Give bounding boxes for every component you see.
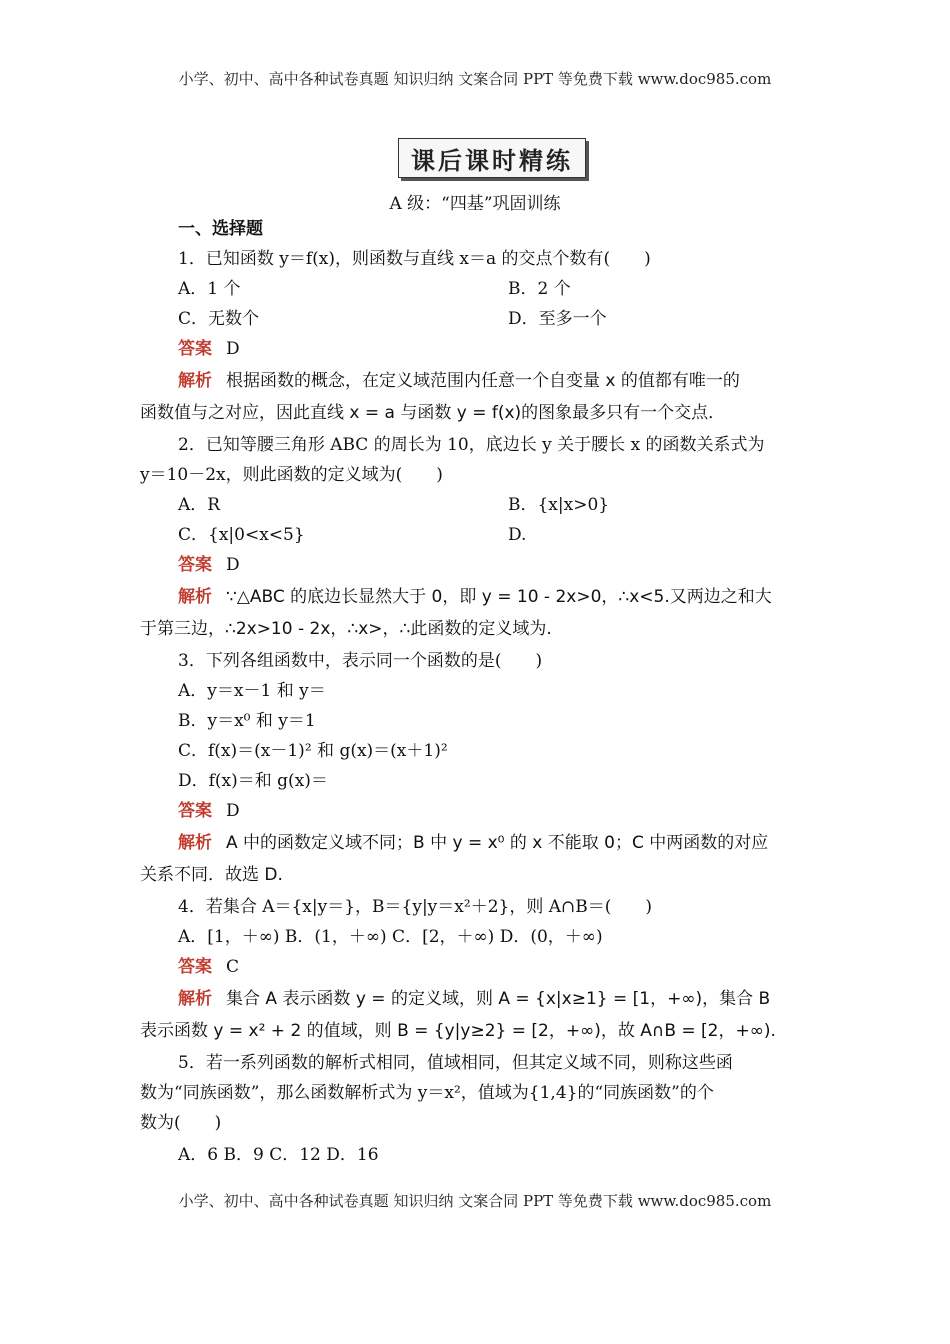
q3-analysis-text-1: A 中的函数定义域不同；B 中 y = x⁰ 的 x 不能取 0；C 中两函数的对应 xyxy=(226,833,769,853)
q4-answer-line xyxy=(178,956,239,978)
q5-stem-2: 数为“同族函数”，那么函数解析式为 y＝x²，值域为{1,4}的“同族函数”的个 xyxy=(140,1083,714,1103)
q4-answer: C xyxy=(226,957,240,977)
q3-option-d: D．f(x)＝和 g(x)＝ xyxy=(178,771,328,791)
q1-answer-line xyxy=(178,338,240,360)
q4-analysis-line-1 xyxy=(178,988,770,1010)
analysis-label: 解析 xyxy=(178,833,212,853)
q3-option-a: A．y＝x－1 和 y＝ xyxy=(178,681,326,701)
analysis-label: 解析 xyxy=(178,989,212,1009)
analysis-label: 解析 xyxy=(178,371,212,391)
q5-stem-1: 5．若一系列函数的解析式相同，值域相同，但其定义域不同，则称这些函 xyxy=(178,1053,733,1073)
answer-label: 答案 xyxy=(178,555,212,575)
q2-stem-1: 2．已知等腰三角形 ABC 的周长为 10，底边长 y 关于腰长 x 的函数关系式为 xyxy=(178,435,765,455)
analysis-label: 解析 xyxy=(178,587,212,607)
q5-stem-3: 数为( ) xyxy=(140,1113,222,1133)
q1-option-b: B．2 个 xyxy=(508,279,571,299)
q4-analysis-text-1: 集合 A 表示函数 y = 的定义域，则 A = {x|x≥1} = [1，+∞)，集合 B xyxy=(226,989,771,1009)
q2-option-d: D. xyxy=(508,525,527,545)
answer-label: 答案 xyxy=(178,339,212,359)
q1-analysis-text-2: 函数值与之对应，因此直线 x = a 与函数 y = f(x)的图象最多只有一个交点． xyxy=(140,403,726,423)
q2-answer: D xyxy=(226,555,240,575)
q1-answer: D xyxy=(226,339,240,359)
section-title-box: 课后课时精练 xyxy=(398,138,586,178)
answer-label: 答案 xyxy=(178,957,212,977)
q2-option-a: A．R xyxy=(178,495,221,515)
section-heading: 一、选择题 xyxy=(178,219,263,239)
q2-analysis-text-2: 于第三边，∴2x>10 - 2x，∴x>，∴此函数的定义域为. xyxy=(140,619,552,639)
q1-stem: 1．已知函数 y＝f(x)，则函数与直线 x＝a 的交点个数有( ) xyxy=(178,249,651,269)
q3-option-b: B．y＝x⁰ 和 y＝1 xyxy=(178,711,316,731)
q3-answer: D xyxy=(226,801,240,821)
q2-option-c: C．{x|0<x<5} xyxy=(178,525,305,545)
q3-answer-line xyxy=(178,800,240,822)
q1-option-c: C．无数个 xyxy=(178,309,260,329)
q3-analysis-text-2: 关系不同．故选 D. xyxy=(140,865,283,885)
q1-option-d: D．至多一个 xyxy=(508,309,607,329)
q2-option-b: B．{x|x>0} xyxy=(508,495,610,515)
q2-analysis-line-1 xyxy=(178,586,772,608)
q4-options: A．[1，＋∞) B．(1，＋∞) C．[2，＋∞) D．(0，＋∞) xyxy=(178,927,603,947)
q3-analysis-line-1 xyxy=(178,832,768,854)
q3-option-c: C．f(x)＝(x－1)² 和 g(x)＝(x＋1)² xyxy=(178,741,448,761)
q1-analysis-text-1: 根据函数的概念，在定义域范围内任意一个自变量 x 的值都有唯一的 xyxy=(226,371,740,391)
q4-analysis-text-2: 表示函数 y = x² + 2 的值域，则 B = {y|y≥2} = [2，+∞)，故 A∩B = [2，+∞). xyxy=(140,1021,776,1041)
q1-option-a: A．1 个 xyxy=(178,279,241,299)
page-header-banner: 小学、初中、高中各种试卷真题 知识归纳 文案合同 PPT 等免费下载 www.doc985.com xyxy=(178,70,772,88)
level-heading: A 级：“四基”巩固训练 xyxy=(389,194,561,214)
q2-answer-line xyxy=(178,554,240,576)
q4-stem: 4．若集合 A＝{x|y＝}，B＝{y|y＝x²＋2}，则 A∩B＝( ) xyxy=(178,897,653,917)
q1-analysis-line-1 xyxy=(178,370,740,392)
q2-stem-2: y＝10－2x，则此函数的定义域为( ) xyxy=(140,465,443,485)
q3-stem: 3．下列各组函数中，表示同一个函数的是( ) xyxy=(178,651,543,671)
answer-label: 答案 xyxy=(178,801,212,821)
q2-analysis-text-1: ∵△ABC 的底边长显然大于 0，即 y = 10 - 2x>0，∴x<5.又两边之和大 xyxy=(226,587,772,607)
page-footer-banner: 小学、初中、高中各种试卷真题 知识归纳 文案合同 PPT 等免费下载 www.doc985.com xyxy=(178,1192,772,1210)
q5-options: A．6 B．9 C．12 D．16 xyxy=(178,1145,379,1165)
